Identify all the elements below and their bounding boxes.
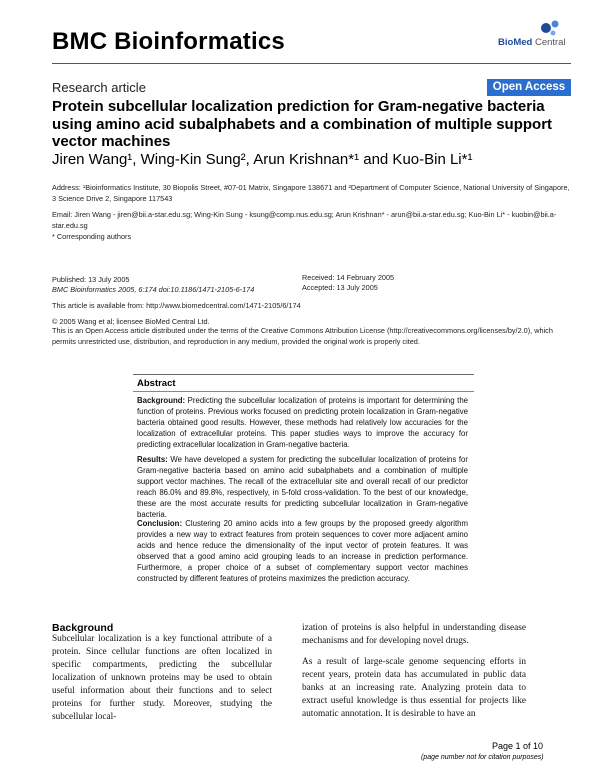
abstract-background — [137, 395, 468, 450]
body-column-right-p2: As a result of large-scale genome sequencing efforts in recent years, protein data has accumulated in public data banks at an increasing rate. Analyzing protein data to extract useful knowledge is thus essential for projects like automatic annotation. It is desirable to have an — [302, 657, 526, 719]
abstract-conclusion-text: Clustering 20 amino acids into a few groups by the proposed greedy algorithm provides a new way to extract features from protein sequences to cover more adjacent amino acids and hence reduce the dimensionality of the input vector of protein features. It was observed that a good amino acid grouping leads to an increase in prediction performance. Furthermore, a proper choice of a subset of complementary support vector machines constructed by different features of proteins maximizes the prediction accuracy. — [137, 519, 468, 583]
abstract-heading: Abstract — [137, 378, 176, 389]
abstract-rule — [133, 391, 474, 392]
section-heading-background: Background — [52, 622, 114, 634]
biomed-central-logo — [498, 18, 568, 52]
abstract-results-text: We have developed a system for predicting the subcellular localization of proteins for Gram-negative bacteria based on amino acid subalphabets and a combination of multiple support vector machines. The recall of the extracellular site and overall recall of our predictor reach 86.0% and 89.8%, respectively, in 5-fold cross-validation. To the best of our knowledge, these are the most accurate results for predicting subcellular localization in Gram-negative bacteria. — [137, 455, 468, 519]
author-list: Jiren Wang¹, Wing-Kin Sung², Arun Krishnan*¹ and Kuo-Bin Li*¹ — [52, 151, 473, 168]
availability-link[interactable]: This article is available from: http://www.biomedcentral.com/1471-2105/6/174 — [52, 301, 301, 310]
abstract-background-label: Background: — [137, 396, 186, 405]
logo-mark-icon — [498, 18, 568, 38]
body-column-right-p1: ization of proteins is also helpful in understanding disease mechanisms and for developing novel drugs. — [302, 623, 526, 646]
page-number-note: (page number not for citation purposes) — [421, 754, 544, 761]
published-date: Published: 13 July 2005 — [52, 275, 130, 284]
logo-central: Central — [532, 37, 566, 48]
page-number: Page 1 of 10 — [492, 741, 544, 751]
logo-bio: Bio — [498, 37, 514, 48]
affiliation-address: Address: ¹Bioinformatics Institute, 30 Biopolis Street, #07-01 Matrix, Singapore 138671 and ²Department of Computer Science, National University of Singapore, 3 Science Drive 2, Singapore 117543 — [52, 183, 570, 203]
logo-med: Med — [513, 37, 533, 48]
article-title: Protein subcellular localization prediction for Gram-negative bacteria using amino acid subalphabets and a combination of multiple support vector machines — [52, 98, 553, 150]
header-rule — [52, 63, 571, 64]
abstract-results — [137, 454, 468, 520]
abstract-box — [133, 374, 474, 593]
accepted-date: Accepted: 13 July 2005 — [302, 283, 378, 292]
corresponding-note: * Corresponding authors — [52, 232, 132, 241]
author-emails: Email: Jiren Wang - jiren@bii.a-star.edu.sg; Wing-Kin Sung - ksung@comp.nus.edu.sg; Arun Krishnan* - arun@bii.a-star.edu.sg; Kuo-Bin Li* - kuobin@bii.a-star.edu.sg — [52, 210, 557, 230]
citation-line: BMC Bioinformatics 2005, 6:174 doi:10.1186/1471-2105-6-174 — [52, 285, 255, 294]
article-type: Research article — [52, 80, 146, 95]
abstract-conclusion-label: Conclusion: — [137, 519, 183, 528]
journal-title: BMC Bioinformatics — [52, 28, 285, 55]
open-access-badge: Open Access — [487, 79, 571, 96]
copyright-line: © 2005 Wang et al; licensee BioMed Central Ltd. — [52, 317, 210, 326]
abstract-results-label: Results: — [137, 455, 168, 464]
abstract-conclusion — [137, 518, 468, 584]
abstract-background-text: Predicting the subcellular localization of proteins is important for determining the function of proteins. Previous works focused on predicting protein localization in Gram-negative bacteria obtained good results. However, these methods had relatively low accuracies for the localization of extracellular proteins. This paper studies ways to improve the accuracy for predicting extracellular localization in Gram-negative bacteria. — [137, 396, 468, 449]
body-column-left: Subcellular localization is a key functional attribute of a protein. Since cellular functions are often localized in specific compartments, predicting the subcellular localization of unknown proteins may be used to obtain useful information about their functions and to select proteins for further study. Moreover, studying the subcellular local- — [52, 634, 272, 722]
license-text: This is an Open Access article distributed under the terms of the Creative Commons Attribution License (http://creativecommons.org/licenses/by/2.0), which permits unrestricted use, distribution, and reproduction in any medium, provided the original work is properly cited. — [52, 326, 553, 346]
received-date: Received: 14 February 2005 — [302, 273, 395, 282]
